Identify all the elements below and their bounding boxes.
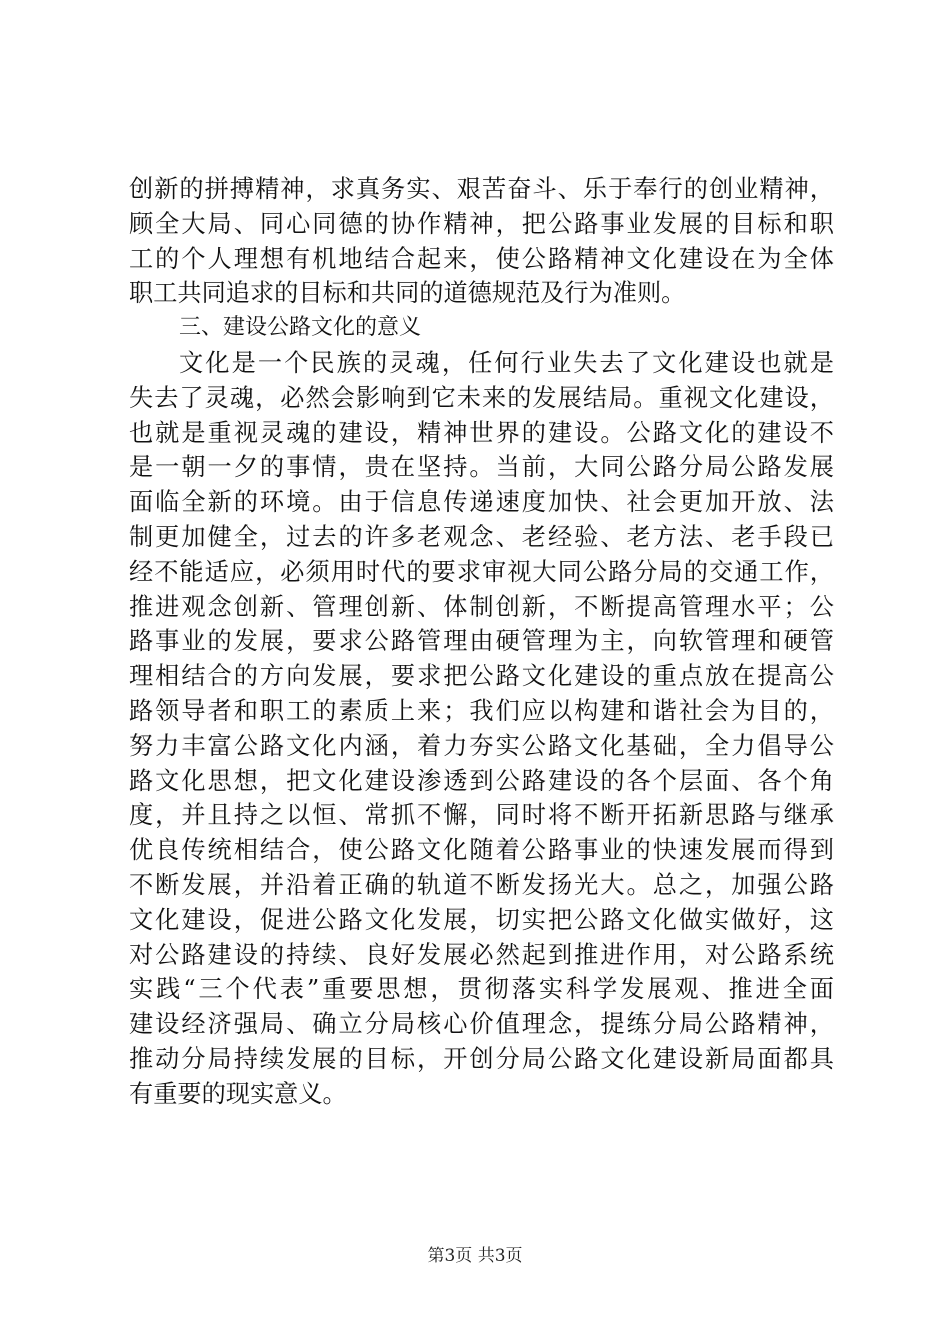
paragraph-2 <box>129 346 834 1112</box>
text-line: 路事业的发展，要求公路管理由硬管理为主，向软管理和硬管 <box>129 627 834 656</box>
text-line: 不断发展，并沿着正确的轨道不断发扬光大。总之，加强公路 <box>129 870 834 899</box>
text-line: 有重要的现实意义。 <box>129 1079 347 1108</box>
text-line: 推进观念创新、管理创新、体制创新，不断提高管理水平；公 <box>129 592 834 621</box>
text-line: 失去了灵魂，必然会影响到它未来的发展结局。重视文化建设， <box>129 383 834 412</box>
text-line: 创新的拼搏精神，求真务实、艰苦奋斗、乐于奉行的创业精神， <box>129 175 834 203</box>
text-line: 文化建设，促进公路文化发展，切实把公路文化做实做好，这 <box>129 905 834 934</box>
text-line: 度，并且持之以恒、常抓不懈，同时将不断开拓新思路与继承 <box>129 801 834 830</box>
text-line: 工的个人理想有机地结合起来，使公路精神文化建设在为全体 <box>129 244 834 273</box>
text-line: 对公路建设的持续、良好发展必然起到推进作用，对公路系统 <box>129 940 834 969</box>
page-number-footer: 第3页 共3页 <box>427 1246 523 1266</box>
text-line: 推动分局持续发展的目标，开创分局公路文化建设新局面都具 <box>129 1044 834 1073</box>
text-line: 理相结合的方向发展，要求把公路文化建设的重点放在提高公 <box>129 662 834 691</box>
text-line: 顾全大局、同心同德的协作精神，把公路事业发展的目标和职 <box>129 209 834 238</box>
text-line: 路文化思想，把文化建设渗透到公路建设的各个层面、各个角 <box>129 766 834 795</box>
paragraph-1 <box>129 172 834 311</box>
text-line: 面临全新的环境。由于信息传递速度加快、社会更加开放、法 <box>129 488 834 517</box>
text-line: 建设经济强局、确立分局核心价值理念，提练分局公路精神， <box>129 1010 834 1039</box>
text-line: 努力丰富公路文化内涵，着力夯实公路文化基础，全力倡导公 <box>129 731 834 760</box>
body-text <box>129 172 834 1112</box>
text-line: 经不能适应，必须用时代的要求审视大同公路分局的交通工作， <box>129 557 834 586</box>
text-line: 文化是一个民族的灵魂，任何行业失去了文化建设也就是 <box>179 348 834 377</box>
section-heading: 三、建设公路文化的意义 <box>179 315 422 341</box>
text-line: 职工共同追求的目标和共同的道德规范及行为准则。 <box>129 279 686 308</box>
text-line: 制更加健全，过去的许多老观念、老经验、老方法、老手段已 <box>129 522 834 551</box>
text-line: 也就是重视灵魂的建设，精神世界的建设。公路文化的建设不 <box>129 418 834 447</box>
text-line: 优良传统相结合，使公路文化随着公路事业的快速发展而得到 <box>129 836 834 865</box>
text-line: 实践“三个代表”重要思想，贯彻落实科学发展观、推进全面 <box>129 975 834 1004</box>
text-line: 路领导者和职工的素质上来；我们应以构建和谐社会为目的， <box>129 696 834 725</box>
text-line: 是一朝一夕的事情，贵在坚持。当前，大同公路分局公路发展 <box>129 453 834 482</box>
